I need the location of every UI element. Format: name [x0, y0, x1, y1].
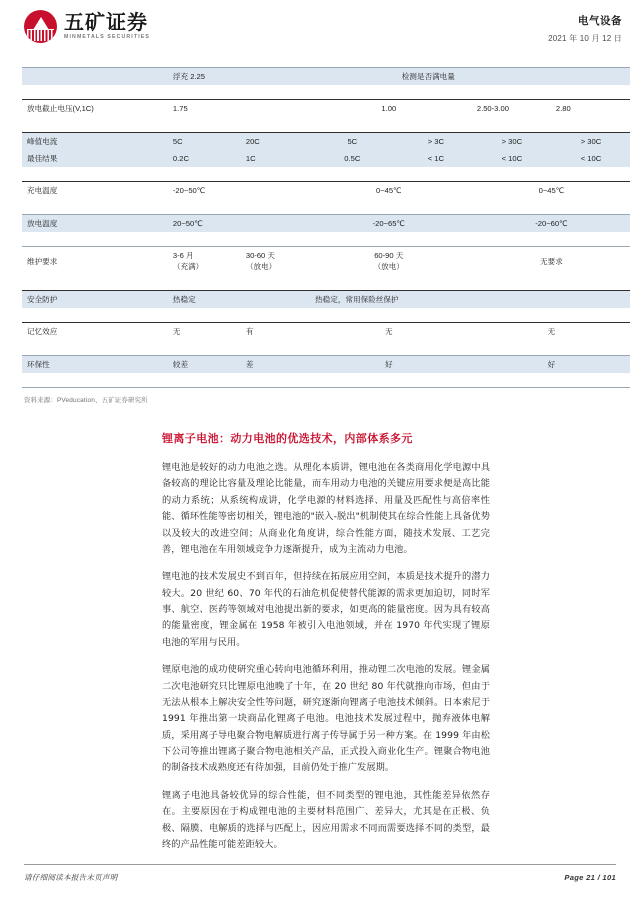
table-rule	[22, 167, 630, 182]
table-cell: 0.2C	[172, 153, 189, 163]
table-rule-cell	[22, 199, 630, 214]
table-row-label: 最佳结果	[27, 153, 58, 163]
table-rule	[22, 232, 630, 247]
table-rule-cell	[22, 275, 630, 290]
table-row	[22, 67, 630, 85]
table-row-label: 维护要求	[27, 256, 58, 266]
brand-text	[64, 12, 150, 40]
table-cell: -20~50℃	[172, 186, 206, 195]
table-rule-cell	[22, 52, 630, 67]
table-cell: 0~45℃	[538, 186, 565, 195]
table-row	[22, 247, 630, 276]
table-cell: -20~60℃	[535, 218, 568, 228]
table-row	[22, 355, 630, 373]
table-rule-cell	[22, 373, 630, 388]
table-rule	[22, 85, 630, 100]
table-cell: 无	[384, 327, 393, 336]
page-number: 21 / 101	[586, 873, 616, 882]
table-rule	[22, 373, 630, 388]
table-row	[22, 132, 630, 150]
table-cell: 浮充 2.25	[172, 71, 205, 81]
table-row-label: 充电温度	[27, 186, 58, 195]
table-cell: 差	[245, 359, 254, 369]
table-rule	[22, 340, 630, 355]
brand-name-en: MINMETALS SECURITIES	[64, 34, 151, 41]
section-title: 锂离子电池：动力电池的优选技术，内部体系多元	[162, 432, 413, 445]
table-rule-cell	[22, 308, 630, 323]
page-footer	[24, 864, 616, 883]
table-cell	[472, 290, 630, 308]
table-row-label	[22, 67, 168, 85]
table-cell: 20~50℃	[172, 218, 203, 228]
brand-name-cn: 五矿证券	[64, 10, 148, 35]
table-row	[22, 150, 630, 167]
table-cell	[305, 247, 472, 276]
table-rule	[22, 52, 630, 67]
page-label: Page	[564, 873, 584, 882]
table-rule-cell	[22, 340, 630, 355]
table-row	[22, 214, 630, 232]
table-cell: 热稳定，常用保险丝保护	[315, 294, 399, 304]
body-paragraph: 锂原电池的成功使研究重心转向电池循环利用，推动锂二次电池的发展。锂金属二次电池研究只比锂原电池晚了十年，在 20 世纪 80 年代就推向市场，但由于无法从根本上解决安全性等问题，研究逐渐向锂离子电池技术倾斜。日本索尼于 1991 年推出第一块商品化锂离子电池。电池技术发展过程中，抛弃液体电解质，采用离子导电聚合物电解质进行离子传导属于另一种方案。在 1999 年由松下公司等推出锂离子聚合物电池相关产品，正式投入商业化生产。锂聚合物电池的制备技术成熟度还有待加强，目前仍处于推广发展期。	[162, 664, 490, 774]
table-rule	[22, 199, 630, 214]
table-cell: 1.00	[381, 104, 397, 113]
table-cell: 2.80	[555, 104, 571, 113]
table-cell: 无	[172, 327, 181, 336]
body-paragraph: 锂电池的技术发展史不到百年，但持续在拓展应用空间，本质是技术提升的潜力较大。20 世纪 60、70 年代的石油危机促使替代能源的需求更加迫切，同时军事、航空、医药等领域对电池提出新的要求，如更高的能量密度。因为具有较高的能量密度，锂金属在 1958 年被引入电池领域，并在 1970 年代实现了锂原电池的军用与民用。	[162, 571, 490, 648]
table-cell: 1C	[245, 153, 256, 163]
table-rule	[22, 308, 630, 323]
battery-spec-table-wrapper	[22, 52, 630, 388]
table-cell	[551, 67, 630, 85]
table-row-label: 放电截止电压(V,1C)	[27, 104, 94, 113]
table-cell: < 10C	[580, 153, 602, 163]
table-row	[22, 100, 630, 118]
table-row-label: 安全防护	[27, 294, 58, 304]
paragraph-list	[162, 460, 490, 853]
table-cell: 2.50-3.00	[476, 104, 509, 113]
main-content	[162, 430, 490, 853]
table-cell-line: （放电）	[245, 262, 277, 271]
table-cell	[168, 247, 241, 276]
table-cell-line: 60-90 天	[374, 251, 404, 260]
table-row	[22, 290, 630, 308]
table-rule-cell	[22, 167, 630, 182]
table-cell: > 30C	[580, 136, 602, 146]
table-cell: -20~65℃	[372, 218, 405, 228]
table-cell: > 3C	[427, 136, 445, 146]
table-cell: > 30C	[501, 136, 523, 146]
table-cell: 5C	[347, 136, 358, 146]
page-header	[0, 0, 640, 48]
table-cell-line: 3-6 月	[172, 251, 194, 260]
table-row-label: 放电温度	[27, 218, 58, 228]
table-cell: < 1C	[427, 153, 445, 163]
body-paragraph: 锂电池是较好的动力电池之选。从理化本质讲，锂电池在各类商用化学电源中具备较高的理论比容量及理论比能量，而车用动力电池的关键应用要求便是高比能的动力系统；从系统构成讲，化学电源的材料选择、用量及匹配性与高倍率性能、循环性能等密切相关，锂电池的"嵌入-脱出"机制使其在综合性能上具备优势以及较大的改进空间；从商业化角度讲，综合性能方面，随技术发展、工艺完善，锂电池在车用领域竞争力逐渐提升，成为主流动力电池。	[162, 462, 490, 555]
footer-page-indicator	[564, 873, 616, 882]
table-cell: 5C	[172, 136, 183, 146]
table-cell: 无	[547, 327, 556, 336]
body-paragraph: 锂离子电池具备较优异的综合性能，但不同类型的锂电池，其性能差异依然存在。主要原因在于构成锂电池的主要材料范围广、差异大，尤其是在正极、负极、隔膜、电解质的选择与匹配上，因应用需求不同而需要选择不同的类型，最终的产品性能可能差距较大。	[162, 789, 490, 850]
table-cell: 检测是否满电量	[401, 71, 455, 81]
footer-divider	[24, 864, 616, 865]
table-rule	[22, 117, 630, 132]
table-cell-line: 30-60 天	[245, 251, 275, 260]
table-cell-line: （放电）	[373, 262, 404, 271]
table-cell: 0~45℃	[375, 186, 402, 195]
table-rule-cell	[22, 85, 630, 100]
table-cell: 好	[547, 359, 556, 369]
table-row	[22, 182, 630, 200]
table-cell: < 10C	[501, 153, 523, 163]
header-meta	[548, 10, 622, 44]
minmetals-circular-logo-icon	[24, 10, 57, 43]
brand-logo	[24, 10, 150, 43]
table-cell: 热稳定	[172, 294, 196, 304]
table-cell: 较差	[172, 359, 189, 369]
table-cell: 0.5C	[344, 153, 361, 163]
table-cell-line: （充满）	[172, 262, 204, 271]
table-cell: 1.75	[172, 104, 188, 113]
table-cell	[241, 247, 305, 276]
report-date: 2021 年 10 月 12 日	[548, 34, 622, 43]
table-cell: 无要求	[540, 256, 563, 266]
table-row-label: 峰值电流	[27, 136, 58, 146]
table-row	[22, 323, 630, 341]
table-source-note: 资料来源：PVeducation、五矿证券研究所	[24, 397, 148, 404]
report-sector: 电气设备	[578, 15, 622, 27]
table-cell: 好	[384, 359, 393, 369]
table-cell: 20C	[245, 136, 260, 146]
table-rule	[22, 275, 630, 290]
table-rule-cell	[22, 232, 630, 247]
table-row-label: 记忆效应	[27, 327, 58, 336]
table-cell: 有	[245, 327, 254, 336]
table-rule-cell	[22, 117, 630, 132]
battery-spec-table	[22, 52, 630, 388]
table-row-label: 环保性	[27, 359, 50, 369]
footer-row	[24, 872, 616, 883]
footer-disclaimer: 请仔细阅读本报告末页声明	[24, 873, 118, 882]
